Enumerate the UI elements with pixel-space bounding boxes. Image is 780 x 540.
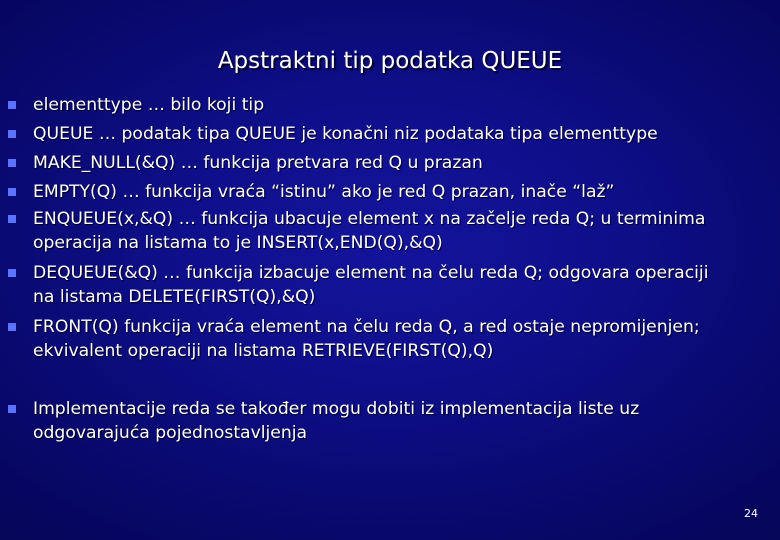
- bullet-text: ENQUEUE(x,&Q) … funkcija ubacuje element x na začelje reda Q; u terminima operacija na listama to je INSERT(x,END(Q),&Q): [33, 209, 706, 253]
- square-bullet-icon: [8, 159, 16, 167]
- bullet-text: elementtype … bilo koji tip: [33, 95, 265, 115]
- bullet-text: DEQUEUE(&Q) … funkcija izbacuje element na čelu reda Q; odgovara operaciji na listama DELETE(FIRST(Q),&Q): [33, 263, 709, 307]
- slide-title: Apstraktni tip podatka QUEUE: [217, 48, 563, 74]
- square-bullet-icon: [8, 101, 16, 109]
- bullet-text: EMPTY(Q) … funkcija vraća “istinu” ako je red Q prazan, inače “laž”: [33, 182, 615, 202]
- square-bullet-icon: [8, 269, 16, 277]
- square-bullet-icon: [8, 323, 16, 331]
- page-number: 24: [744, 507, 758, 520]
- bullet-text: Implementacije reda se također mogu dobiti iz implementacija liste uz odgovarajuća pojednostavljenja: [33, 399, 640, 443]
- bullet-text: FRONT(Q) funkcija vraća element na čelu reda Q, a red ostaje nepromijenjen; ekvivalent operaciji na listama RETRIEVE(FIRST(Q),Q): [33, 317, 700, 361]
- square-bullet-icon: [8, 405, 16, 413]
- square-bullet-icon: [8, 130, 16, 138]
- bullet-text: QUEUE … podatak tipa QUEUE je konačni niz podataka tipa elementtype: [33, 124, 658, 144]
- square-bullet-icon: [8, 188, 16, 196]
- square-bullet-icon: [8, 215, 16, 223]
- bullet-text: MAKE_NULL(&Q) … funkcija pretvara red Q u prazan: [33, 153, 483, 173]
